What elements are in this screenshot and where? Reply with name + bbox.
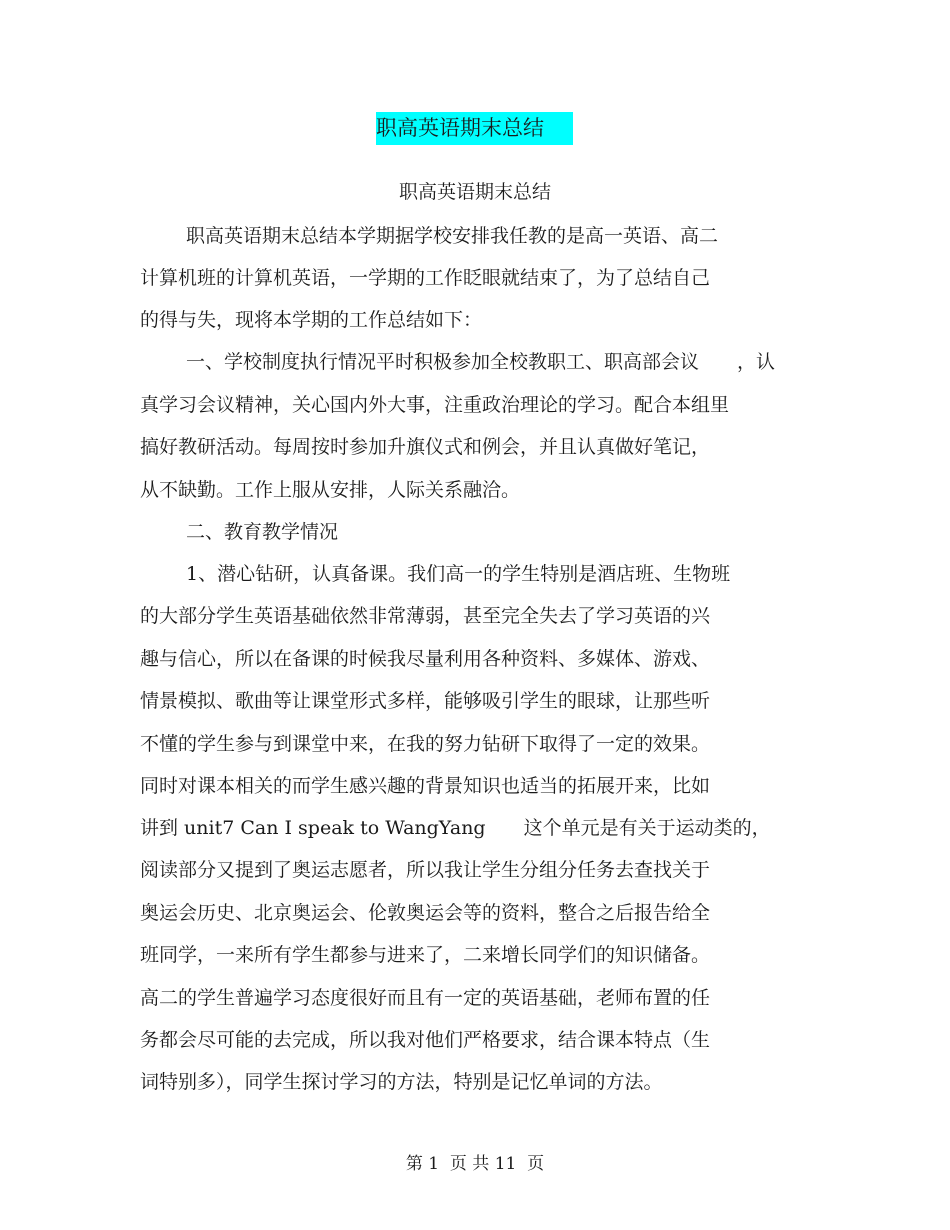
paragraph-line: 讲到 unit7 Can I speak to WangYang 这个单元是有关于运动类的， — [140, 817, 771, 839]
paragraph-line: 情景模拟、歌曲等让课堂形式多样，能够吸引学生的眼球，让那些听 — [140, 690, 711, 712]
page-footer: 第 1 页 共 11 页 — [405, 1154, 545, 1174]
paragraph-line: 的大部分学生英语基础依然非常薄弱，甚至完全失去了学习英语的兴 — [140, 605, 711, 627]
paragraph-line: 词特别多），同学生探讨学习的方法，特别是记忆单词的方法。 — [140, 1071, 663, 1093]
paragraph-line: 真学习会议精神，关心国内外大事，注重政治理论的学习。配合本组里 — [140, 394, 730, 416]
paragraph-line: 阅读部分又提到了奥运志愿者，所以我让学生分组分任务去查找关于 — [140, 859, 711, 881]
paragraph-line: 的得与失，现将本学期的工作总结如下： — [140, 309, 483, 331]
paragraph-line: 趣与信心，所以在备课的时候我尽量利用各种资料、多媒体、游戏、 — [140, 648, 711, 670]
paragraph-line: 不懂的学生参与到课堂中来，在我的努力钻研下取得了一定的效果。 — [140, 733, 711, 755]
paragraph-line: 职高英语期末总结本学期据学校安排我任教的是高一英语、高二 — [186, 225, 719, 247]
subtitle: 职高英语期末总结 — [398, 181, 551, 203]
highlighted-title: 职高英语期末总结 — [376, 112, 573, 145]
paragraph-line: 同时对课本相关的而学生感兴趣的背景知识也适当的拓展开来，比如 — [140, 775, 711, 797]
paragraph-line: 从不缺勤。工作上服从安排，人际关系融洽。 — [140, 479, 521, 501]
paragraph-line: 一、学校制度执行情况平时积极参加全校教职工、职高部会议 ，认 — [186, 351, 776, 373]
paragraph-line: 搞好教研活动。每周按时参加升旗仪式和例会，并且认真做好笔记， — [140, 436, 711, 458]
paragraph-line: 务都会尽可能的去完成，所以我对他们严格要求，结合课本特点（生 — [140, 1029, 711, 1051]
paragraph-line: 奥运会历史、北京奥运会、伦敦奥运会等的资料，整合之后报告给全 — [140, 902, 711, 924]
paragraph-line: 班同学，一来所有学生都参与进来了，二来增长同学们的知识储备。 — [140, 944, 711, 966]
paragraph-line: 1、潜心钻研，认真备课。我们高一的学生特别是酒店班、生物班 — [186, 563, 731, 585]
paragraph-line: 计算机班的计算机英语，一学期的工作眨眼就结束了，为了总结自己 — [140, 267, 711, 289]
section-heading: 二、教育教学情况 — [186, 521, 339, 543]
paragraph-line: 高二的学生普遍学习态度很好而且有一定的英语基础，老师布置的任 — [140, 987, 711, 1009]
